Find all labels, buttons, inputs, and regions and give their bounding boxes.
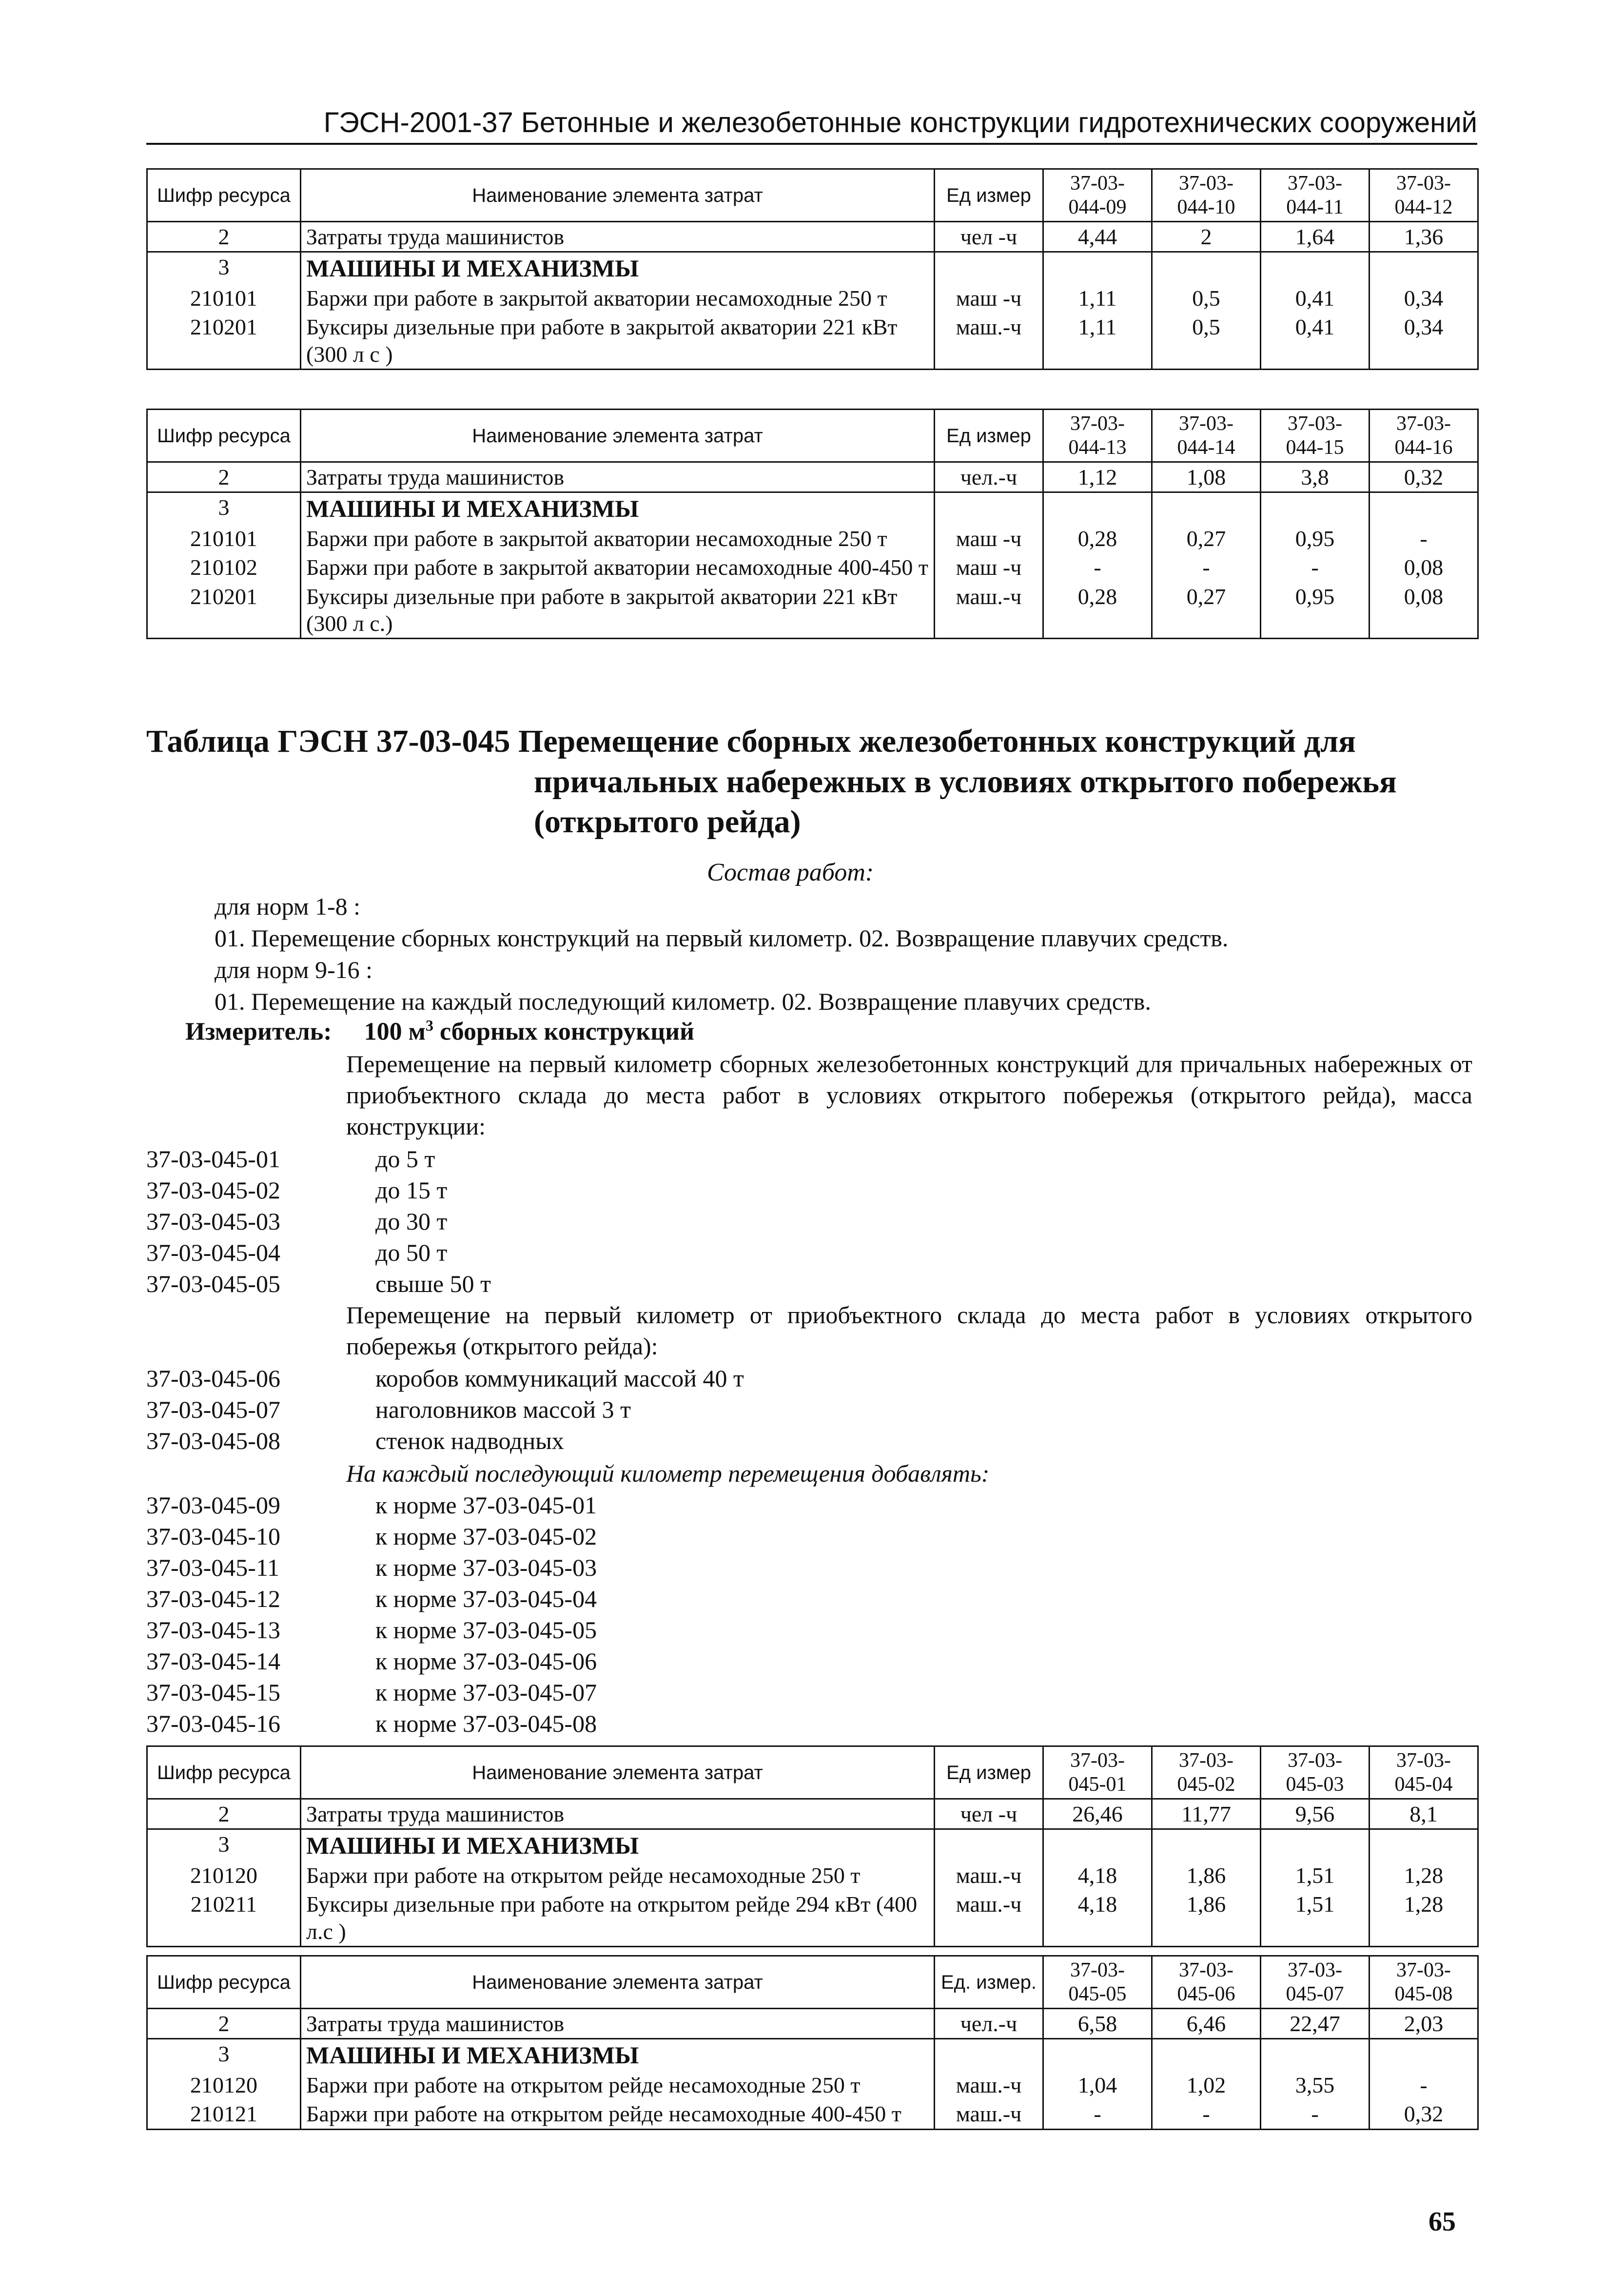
table-row [147,492,1478,525]
norm-text: коробов коммуникаций массой 40 т [375,1365,744,1392]
value-cell: 6,46 [1152,2009,1261,2039]
resource-code-cell: 3 [147,1829,301,1861]
norm-item [146,1489,597,1521]
norm-code: 37-03-045-05 [146,1270,280,1297]
col-header-name: Наименование элемента затрат [301,410,935,462]
value-cell: 0,5 [1152,284,1261,313]
col-header-name: Наименование элемента затрат [301,1956,935,2009]
value-cell: 1,11 [1043,313,1152,369]
value-cell [1043,492,1152,525]
col-header-norm: 37-03- 045-05 [1043,1956,1152,2009]
norm-code: 37-03-045-14 [146,1647,280,1675]
value-cell: 0,95 [1261,582,1370,639]
norm-text: к норме 37-03-045-04 [375,1585,597,1612]
col-header-norm: 37-03- 045-04 [1370,1746,1478,1799]
norm-item [146,1645,597,1677]
resource-table-045-01-04 [146,1745,1479,1947]
norm-text: до 15 т [375,1176,448,1204]
cost-element-name-cell: Баржи при работе на открытом рейде несамоходные 250 т [301,1861,935,1890]
unit-cell [935,1829,1043,1861]
resource-code-cell: 210101 [147,524,301,553]
value-cell: 0,32 [1370,2099,1478,2129]
value-cell: 11,77 [1152,1799,1261,1829]
meter-superscript: 3 [426,1017,434,1034]
table-row [147,582,1478,639]
norm-text: к норме 37-03-045-05 [375,1616,597,1644]
value-cell [1370,252,1478,284]
col-header-code: Шифр ресурса [147,169,301,222]
page-number: 65 [1428,2207,1456,2237]
norm-text: наголовников массой 3 т [375,1396,631,1423]
unit-cell [935,492,1043,525]
cost-element-name-cell: МАШИНЫ И МЕХАНИЗМЫ [301,252,935,284]
norm-code: 37-03-045-07 [146,1396,280,1423]
norm-description: Перемещение на первый километр от приобъектного склада до места работ в условиях открытого побережья (открытого рейда): [346,1301,1472,1360]
norm-item [146,1614,597,1645]
value-cell: - [1261,2099,1370,2129]
col-header-norm: 37-03- 044-15 [1261,410,1370,462]
cost-element-name-cell: МАШИНЫ И МЕХАНИЗМЫ [301,1829,935,1861]
norm-code: 37-03-045-02 [146,1176,280,1204]
value-cell [1152,1829,1261,1861]
resource-code-cell: 210120 [147,2071,301,2099]
unit-cell: маш.-ч [935,2071,1043,2099]
value-cell: 6,58 [1043,2009,1152,2039]
value-cell: 3,8 [1261,462,1370,492]
value-cell: 0,08 [1370,553,1478,582]
value-cell [1370,492,1478,525]
resource-table-044-13-16 [146,409,1479,639]
norm-code: 37-03-045-03 [146,1208,280,1235]
value-cell: 0,41 [1261,313,1370,369]
table-row [147,284,1478,313]
value-cell: 22,47 [1261,2009,1370,2039]
meter-value: 100 м [364,1018,426,1046]
resource-code-cell: 2 [147,462,301,492]
value-cell: 4,18 [1043,1890,1152,1946]
cost-element-name-cell: МАШИНЫ И МЕХАНИЗМЫ [301,492,935,525]
cost-element-name-cell: Баржи при работе в закрытой акватории несамоходные 250 т [301,524,935,553]
composition-title: Состав работ: [707,859,874,886]
value-cell: 0,34 [1370,313,1478,369]
value-cell: 8,1 [1370,1799,1478,1829]
value-cell: 1,36 [1370,222,1478,252]
value-cell: 1,28 [1370,1861,1478,1890]
norm-code: 37-03-045-13 [146,1616,280,1644]
norm-group-label: для норм 1-8 : [215,893,361,920]
resource-code-cell: 3 [147,2039,301,2071]
col-header-norm: 37-03- 044-09 [1043,169,1152,222]
norm-item [146,1708,597,1739]
resource-code-cell: 3 [147,252,301,284]
value-cell: 1,04 [1043,2071,1152,2099]
col-header-name: Наименование элемента затрат [301,1746,935,1799]
col-header-unit: Ед измер [935,1746,1043,1799]
col-header-norm: 37-03- 044-16 [1370,410,1478,462]
value-cell: 2,03 [1370,2009,1478,2039]
norm-text: стенок надводных [375,1427,564,1454]
norm-text: до 30 т [375,1208,448,1235]
table-row [147,2009,1478,2039]
unit-cell: маш -ч [935,284,1043,313]
value-cell [1043,1829,1152,1861]
value-cell: 1,12 [1043,462,1152,492]
col-header-code: Шифр ресурса [147,1956,301,2009]
resource-code-cell: 3 [147,492,301,525]
col-header-code: Шифр ресурса [147,1746,301,1799]
norm-item [146,1175,491,1206]
norm-item [146,1583,597,1614]
work-composition-text: 01. Перемещение на каждый последующий километр. 02. Возвращение плавучих средств. [215,988,1151,1015]
col-header-norm: 37-03- 044-11 [1261,169,1370,222]
value-cell [1152,492,1261,525]
norm-description: Перемещение на первый километр сборных железобетонных конструкций для причальных набережных от приобъектного склада до места работ в условиях открытого побережья (открытого рейда), масса конструкции: [346,1050,1472,1140]
value-cell [1043,2039,1152,2071]
value-cell: - [1261,553,1370,582]
col-header-norm: 37-03- 044-10 [1152,169,1261,222]
col-header-name: Наименование элемента затрат [301,169,935,222]
unit-cell: чел -ч [935,222,1043,252]
norm-code: 37-03-045-12 [146,1585,280,1612]
norm-item [146,1552,597,1583]
norm-code: 37-03-045-11 [146,1554,280,1581]
value-cell [1261,1829,1370,1861]
cost-element-name-cell: Затраты труда машинистов [301,2009,935,2039]
norm-item [146,1143,491,1175]
resource-code-cell: 210121 [147,2099,301,2129]
meter-line [185,1017,694,1046]
table-row [147,462,1478,492]
value-cell: 1,08 [1152,462,1261,492]
resource-code-cell: 2 [147,2009,301,2039]
cost-element-name-cell: Буксиры дизельные при работе в закрытой акватории 221 кВт (300 л с ) [301,313,935,369]
value-cell: - [1370,524,1478,553]
cost-element-name-cell: Баржи при работе на открытом рейде несамоходные 250 т [301,2071,935,2099]
unit-cell: маш.-ч [935,1890,1043,1946]
value-cell: 0,27 [1152,582,1261,639]
resource-code-cell: 210201 [147,582,301,639]
unit-cell: чел.-ч [935,2009,1043,2039]
cost-element-name-cell: Баржи при работе на открытом рейде несамоходные 400-450 т [301,2099,935,2129]
col-header-norm: 37-03- 045-07 [1261,1956,1370,2009]
cost-element-name-cell: Буксиры дизельные при работе в закрытой акватории 221 кВт (300 л с.) [301,582,935,639]
cost-element-name-cell: Затраты труда машинистов [301,1799,935,1829]
value-cell: 0,5 [1152,313,1261,369]
norm-text: к норме 37-03-045-02 [375,1523,597,1550]
resource-code-cell: 2 [147,222,301,252]
value-cell [1261,2039,1370,2071]
value-cell: 1,51 [1261,1861,1370,1890]
cost-element-name-cell: Баржи при работе в закрытой акватории несамоходные 400-450 т [301,553,935,582]
table-row [147,1890,1478,1946]
unit-cell: маш -ч [935,524,1043,553]
value-cell: 0,41 [1261,284,1370,313]
col-header-norm: 37-03- 045-03 [1261,1746,1370,1799]
value-cell: 1,64 [1261,222,1370,252]
table-row [147,222,1478,252]
cost-element-name-cell: Буксиры дизельные при работе на открытом рейде 294 кВт (400 л.с ) [301,1890,935,1946]
table-row [147,313,1478,369]
value-cell: 1,51 [1261,1890,1370,1946]
unit-cell: чел -ч [935,1799,1043,1829]
norm-code: 37-03-045-10 [146,1523,280,1550]
table-row [147,553,1478,582]
resource-code-cell: 210201 [147,313,301,369]
caption-line: Таблица ГЭСН 37-03-045 Перемещение сборных железобетонных конструкций для [146,724,1356,759]
work-composition-text: 01. Перемещение сборных конструкций на первый километр. 02. Возвращение плавучих средств. [215,924,1229,952]
value-cell: 0,27 [1152,524,1261,553]
unit-cell: маш.-ч [935,1861,1043,1890]
running-header: ГЭСН-2001-37 Бетонные и железобетонные конструкции гидротехнических сооружений [146,106,1477,145]
value-cell: 0,28 [1043,524,1152,553]
col-header-norm: 37-03- 044-12 [1370,169,1478,222]
value-cell: - [1152,2099,1261,2129]
value-cell [1152,252,1261,284]
col-header-unit: Ед измер [935,410,1043,462]
value-cell: 1,11 [1043,284,1152,313]
value-cell: - [1152,553,1261,582]
norm-group-label: для норм 9-16 : [215,956,373,983]
table-row [147,2039,1478,2071]
col-header-norm: 37-03- 045-08 [1370,1956,1478,2009]
norm-code: 37-03-045-04 [146,1239,280,1266]
norm-item [146,1206,491,1237]
unit-cell [935,2039,1043,2071]
table-row [147,2071,1478,2099]
value-cell: - [1370,2071,1478,2099]
resource-code-cell: 210120 [147,1861,301,1890]
col-header-norm: 37-03- 045-06 [1152,1956,1261,2009]
norm-text: к норме 37-03-045-08 [375,1710,597,1737]
norm-list [146,1489,597,1739]
table-row [147,1861,1478,1890]
col-header-norm: 37-03- 044-14 [1152,410,1261,462]
table-row [147,252,1478,284]
resource-code-cell: 210101 [147,284,301,313]
value-cell [1152,2039,1261,2071]
value-cell: 1,86 [1152,1890,1261,1946]
value-cell: 0,34 [1370,284,1478,313]
col-header-norm: 37-03- 044-13 [1043,410,1152,462]
table-row [147,1799,1478,1829]
norm-item [146,1425,744,1456]
value-cell [1261,252,1370,284]
value-cell: 0,28 [1043,582,1152,639]
unit-cell: чел.-ч [935,462,1043,492]
value-cell: 3,55 [1261,2071,1370,2099]
value-cell: - [1043,2099,1152,2129]
table-caption [146,722,1477,842]
caption-line: (открытого рейда) [534,804,801,840]
resource-table-044-09-12 [146,168,1479,370]
cost-element-name-cell: Баржи при работе в закрытой акватории несамоходные 250 т [301,284,935,313]
caption-line: причальных набережных в условиях открытого побережья [534,764,1397,800]
norm-text: свыше 50 т [375,1270,491,1297]
norm-text: к норме 37-03-045-03 [375,1554,597,1581]
resource-code-cell: 210102 [147,553,301,582]
norm-text: до 5 т [375,1145,435,1173]
resource-code-cell: 2 [147,1799,301,1829]
norm-list [146,1363,744,1456]
cost-element-name-cell: Затраты труда машинистов [301,222,935,252]
norm-text: к норме 37-03-045-01 [375,1491,597,1519]
norm-code: 37-03-045-15 [146,1679,280,1706]
unit-cell: маш.-ч [935,2099,1043,2129]
col-header-norm: 37-03- 045-01 [1043,1746,1152,1799]
value-cell [1261,492,1370,525]
table-row [147,524,1478,553]
col-header-code: Шифр ресурса [147,410,301,462]
resource-code-cell: 210211 [147,1890,301,1946]
norm-description: На каждый последующий километр перемещения добавлять: [346,1460,990,1487]
norm-code: 37-03-045-01 [146,1145,280,1173]
value-cell: 2 [1152,222,1261,252]
unit-cell [935,252,1043,284]
value-cell [1370,1829,1478,1861]
col-header-unit: Ед. измер. [935,1956,1043,2009]
unit-cell: маш.-ч [935,313,1043,369]
norm-text: к норме 37-03-045-07 [375,1679,597,1706]
value-cell: 4,44 [1043,222,1152,252]
col-header-norm: 37-03- 045-02 [1152,1746,1261,1799]
value-cell: 0,95 [1261,524,1370,553]
norm-list [146,1143,491,1299]
table-row [147,1829,1478,1861]
col-header-unit: Ед измер [935,169,1043,222]
norm-code: 37-03-045-09 [146,1491,280,1519]
unit-cell: маш.-ч [935,582,1043,639]
cost-element-name-cell: МАШИНЫ И МЕХАНИЗМЫ [301,2039,935,2071]
norm-text: к норме 37-03-045-06 [375,1647,597,1675]
norm-item [146,1521,597,1552]
value-cell [1370,2039,1478,2071]
value-cell: 26,46 [1043,1799,1152,1829]
value-cell: 1,28 [1370,1890,1478,1946]
norm-item [146,1363,744,1394]
norm-item [146,1268,491,1299]
norm-text: до 50 т [375,1239,448,1266]
table-row [147,2099,1478,2129]
value-cell: - [1043,553,1152,582]
resource-table-045-05-08 [146,1955,1479,2130]
norm-code: 37-03-045-08 [146,1427,280,1454]
value-cell: 1,02 [1152,2071,1261,2099]
meter-unit: сборных конструкций [433,1018,695,1046]
norm-code: 37-03-045-06 [146,1365,280,1392]
meter-label: Измеритель: [185,1018,332,1046]
cost-element-name-cell: Затраты труда машинистов [301,462,935,492]
value-cell: 4,18 [1043,1861,1152,1890]
value-cell: 0,08 [1370,582,1478,639]
value-cell: 9,56 [1261,1799,1370,1829]
norm-item [146,1237,491,1268]
norm-code: 37-03-045-16 [146,1710,280,1737]
value-cell: 0,32 [1370,462,1478,492]
value-cell [1043,252,1152,284]
value-cell: 1,86 [1152,1861,1261,1890]
norm-item [146,1394,744,1425]
norm-item [146,1677,597,1708]
unit-cell: маш -ч [935,553,1043,582]
